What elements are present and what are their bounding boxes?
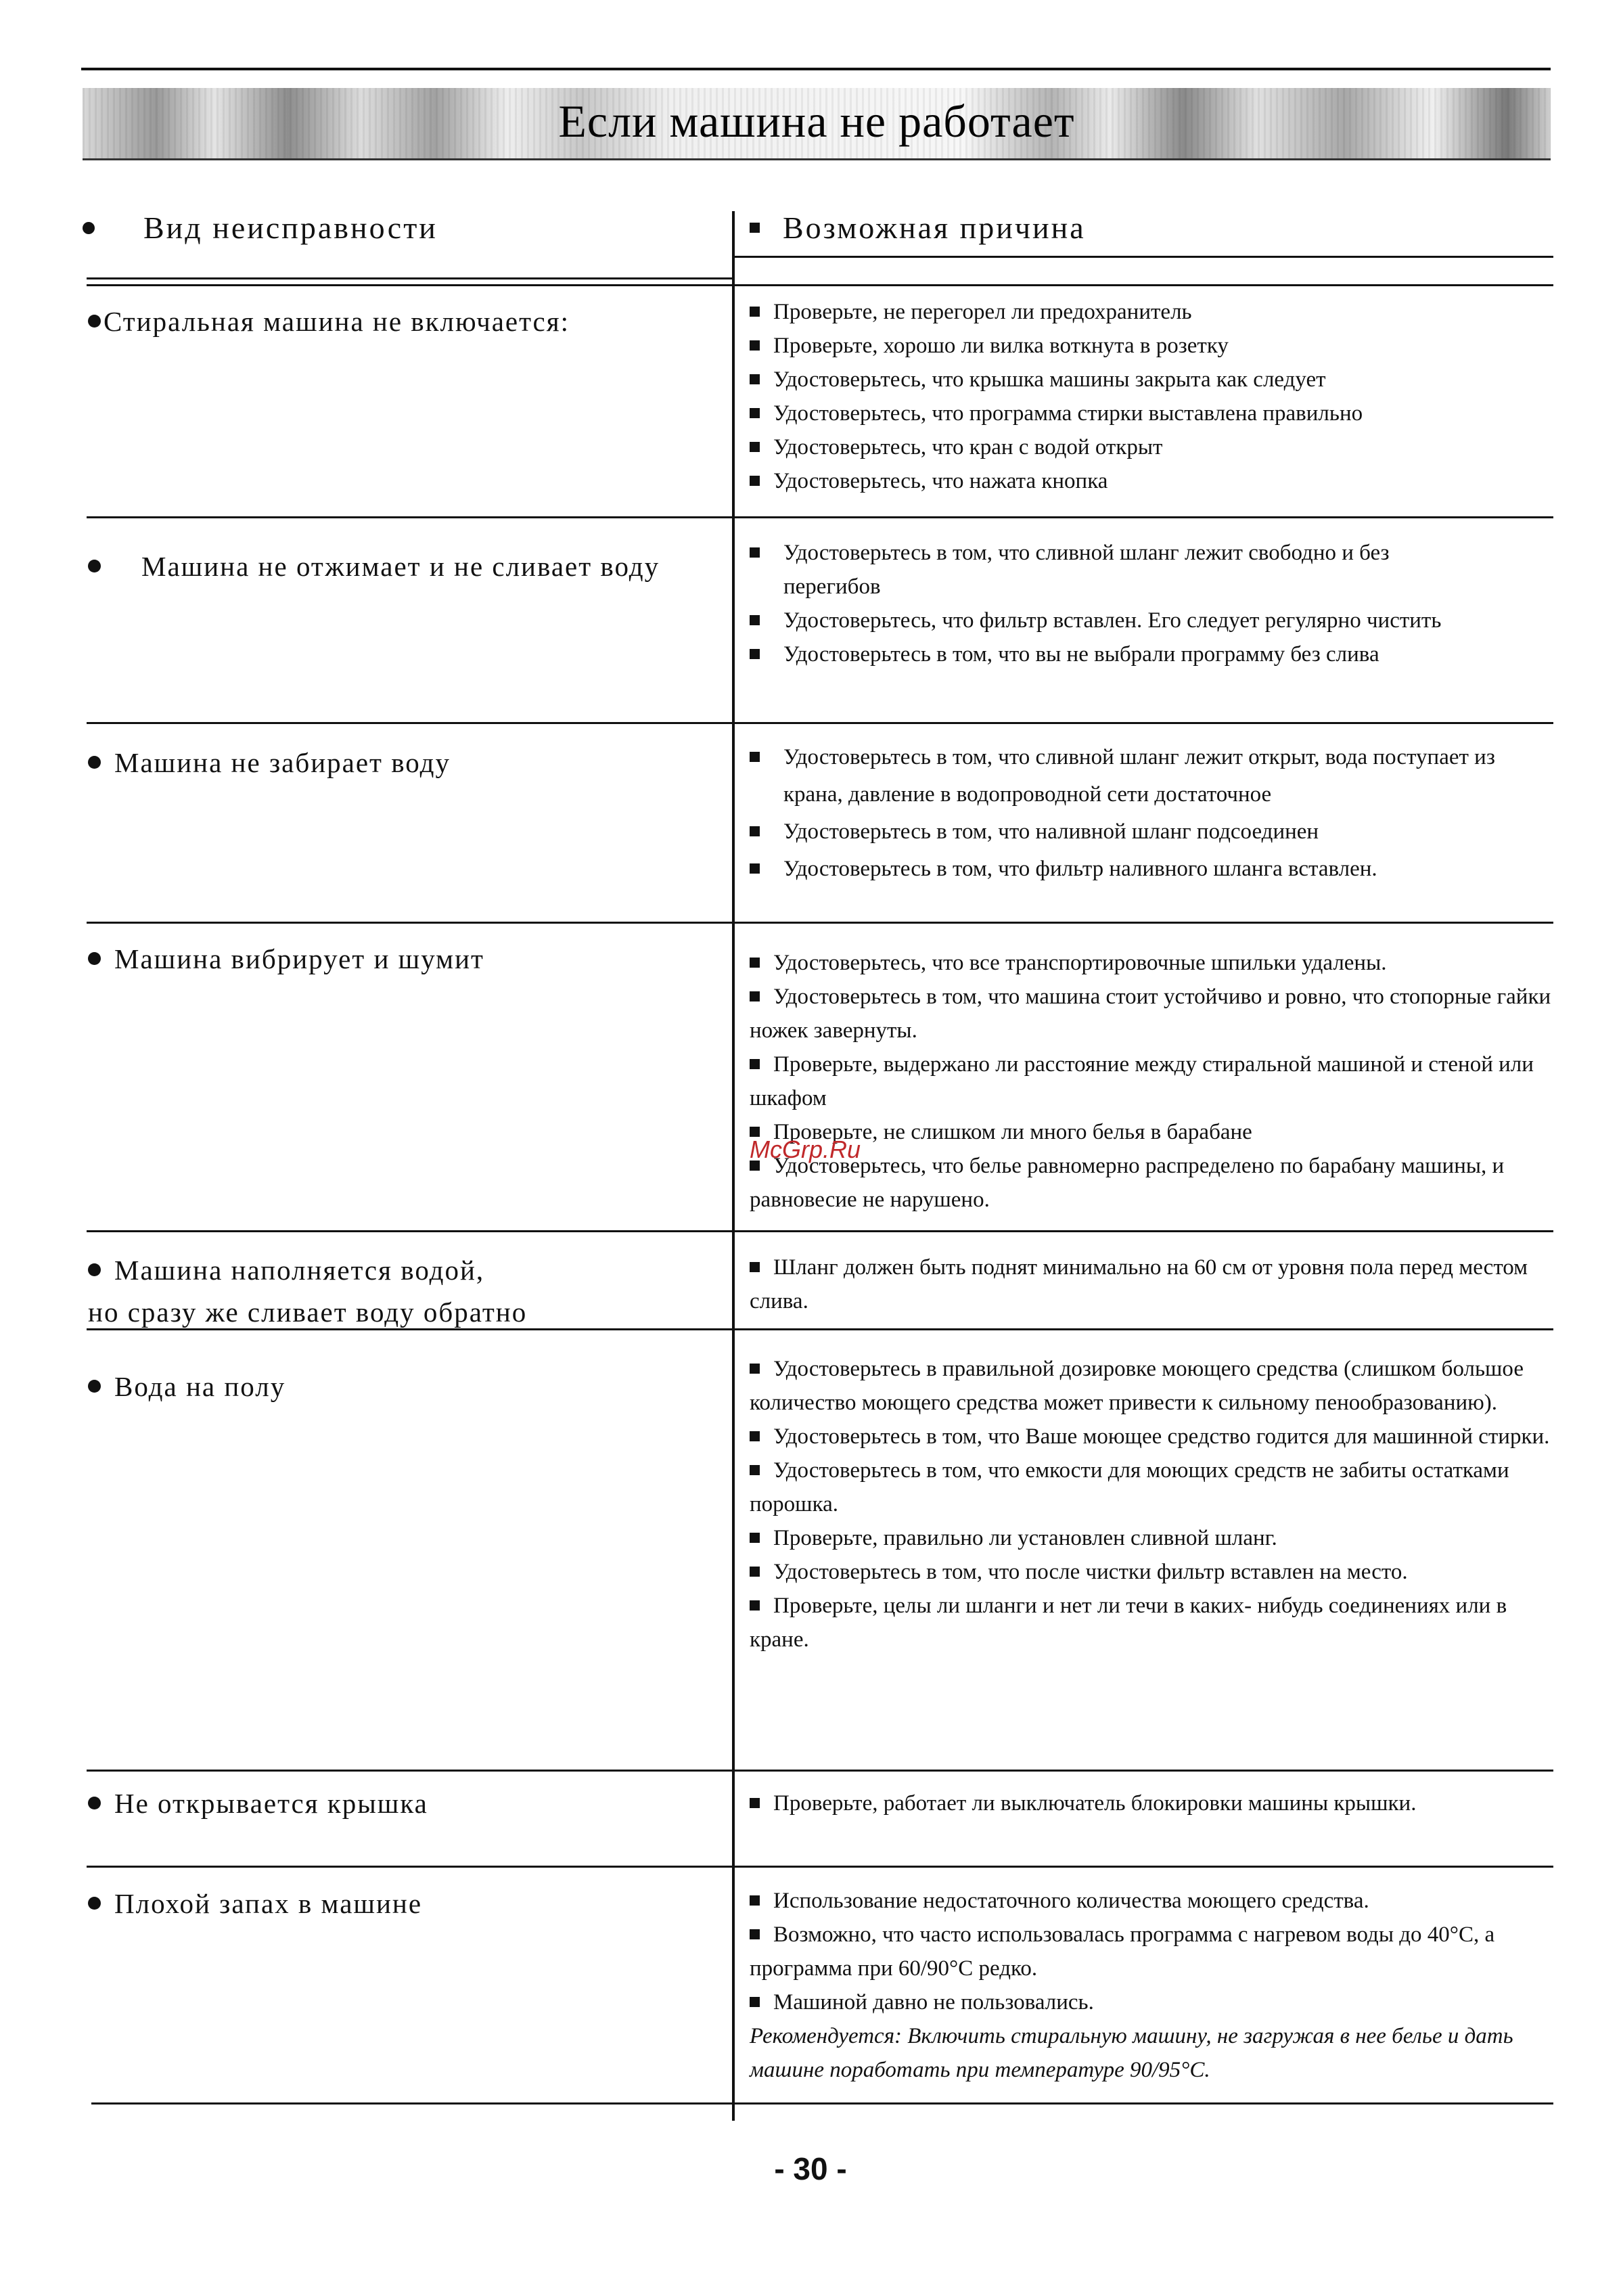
square-bullet-icon (750, 547, 760, 558)
symptom-text: Машина не отжимает и не сливает воду (141, 551, 660, 582)
bullet-dot-icon (88, 756, 101, 769)
symptom-cell (88, 938, 731, 980)
symptom-cell (88, 1366, 731, 1408)
cause-item (750, 464, 1561, 498)
square-bullet-icon (750, 223, 760, 233)
square-bullet-icon (750, 752, 760, 762)
bullet-dot-icon (88, 315, 101, 328)
symptom-text: Не открывается крышка (114, 1788, 428, 1819)
cause-text: Удостоверьтесь в том, что вы не выбрали программу без слива (783, 642, 1379, 667)
recommendation-note: Рекомендуется: Включить стиральную машину, не загружая в нее белье и дать машине поработать при температуре 90/95°С. (750, 2024, 1513, 2082)
cause-text: Шланг должен быть поднят минимально на 60 см от уровня пола перед местом слива. (750, 1255, 1528, 1313)
cause-text: Удостоверьтесь в правильной дозировке моющего средства (слишком большое количество моющего средства может привести к сильному пенообразованию). (750, 1357, 1524, 1415)
square-bullet-icon (750, 307, 760, 317)
header-rule (87, 284, 1553, 286)
cause-item (750, 739, 1507, 813)
row-divider (87, 1770, 1553, 1772)
cause-text: Возможно, что часто использовалась программа с нагревом воды до 40°С, а программа при 60/90°С редко. (750, 1922, 1495, 1981)
square-bullet-icon (750, 863, 760, 874)
cause-item (750, 604, 1460, 637)
cause-text: Удостоверьтесь в том, что фильтр наливного шланга вставлен. (783, 857, 1377, 881)
row-divider (87, 1866, 1553, 1868)
watermark: McGrp.Ru (750, 1135, 861, 1163)
square-bullet-icon (750, 1059, 760, 1069)
cause-item (750, 946, 1561, 980)
bullet-dot-icon (88, 952, 101, 965)
symptom-text: Плохой запах в машине (114, 1888, 423, 1919)
page-number: - 30 - (774, 2151, 847, 2186)
cause-cell (750, 1251, 1561, 1318)
square-bullet-icon (750, 958, 760, 968)
cause-item (750, 430, 1561, 464)
cause-item (750, 329, 1561, 363)
square-bullet-icon (750, 991, 760, 1001)
row-divider (87, 1230, 1553, 1232)
cause-text: Удостоверьтесь, что кран с водой открыт (773, 435, 1163, 459)
cause-item (750, 536, 1460, 604)
cause-text: Удостоверьтесь в том, что сливной шланг лежит открыт, вода поступает из крана, давление в водопроводной сети достаточное (783, 745, 1495, 807)
title-banner (83, 88, 1551, 160)
cause-text: Удостоверьтесь в том, что машина стоит устойчиво и ровно, что стопорные гайки ножек завернуты. (750, 985, 1551, 1043)
cause-item (750, 1115, 1561, 1149)
cause-item (750, 980, 1561, 1048)
symptom-cell (88, 545, 764, 587)
square-bullet-icon (750, 826, 760, 836)
bullet-dot-icon (83, 222, 95, 234)
cause-text: Проверьте, хорошо ли вилка воткнута в розетку (773, 334, 1229, 358)
bullet-slot (750, 739, 783, 776)
cause-item (750, 363, 1561, 397)
square-bullet-icon (750, 340, 760, 351)
bullet-dot-icon (88, 560, 101, 572)
cause-text: Проверьте, не слишком ли много белья в барабане (773, 1120, 1252, 1144)
cause-item (750, 813, 1507, 851)
cause-text: Удостоверьтесь в том, что сливной шланг лежит свободно и без перегибов (783, 541, 1390, 599)
square-bullet-icon (750, 1929, 760, 1939)
cause-text: Удостоверьтесь, что фильтр вставлен. Его следует регулярно чистить (783, 608, 1442, 633)
bullet-dot-icon (88, 1380, 101, 1393)
symptom-cell (88, 1883, 731, 1924)
cause-item (750, 295, 1561, 329)
square-bullet-icon (750, 649, 760, 659)
header-rule (87, 277, 732, 279)
cause-item (750, 1555, 1561, 1589)
cause-item (750, 1589, 1561, 1657)
square-bullet-icon (750, 615, 760, 625)
square-bullet-icon (750, 476, 760, 486)
cause-column-header (750, 210, 1086, 246)
symptom-text-line-2: но сразу же сливает воду обратно (88, 1297, 528, 1328)
page-title: Если машина не работает (558, 95, 1075, 147)
bullet-slot (750, 637, 783, 671)
cause-item (750, 1786, 1561, 1820)
cause-item (750, 1352, 1561, 1420)
bullet-slot (750, 813, 783, 851)
square-bullet-icon (750, 1997, 760, 2007)
cause-cell (750, 295, 1561, 498)
symptom-text: Машина не забирает воду (114, 747, 451, 778)
symptom-cell (88, 1249, 731, 1333)
cause-text: Удостоверьтесь в том, что емкости для моющих средств не забиты остатками порошка. (750, 1458, 1509, 1516)
cause-cell (750, 536, 1460, 671)
bullet-dot-icon (88, 1263, 101, 1276)
symptom-text: Стиральная машина не включается: (104, 306, 570, 337)
cause-text: Машиной давно не пользовались. (773, 1990, 1094, 2014)
cause-item (750, 1251, 1561, 1318)
bullet-slot (750, 604, 783, 637)
square-bullet-icon (750, 1431, 760, 1441)
cause-text: Использование недостаточного количества моющего средства. (773, 1889, 1369, 1913)
cause-text: Удостоверьтесь в том, что наливной шланг подсоединен (783, 819, 1319, 844)
bullet-dot-icon (88, 1797, 101, 1809)
cause-item (750, 637, 1460, 671)
symptom-cell (88, 300, 731, 342)
square-bullet-icon (750, 1600, 760, 1611)
square-bullet-icon (750, 1798, 760, 1808)
cause-text: Удостоверьтесь, что крышка машины закрыта как следует (773, 367, 1326, 392)
cause-item (750, 397, 1561, 430)
symptom-text: Машина наполняется водой, (114, 1255, 485, 1286)
symptom-text: Машина вибрирует и шумит (114, 943, 484, 974)
symptom-text: Вода на полу (114, 1371, 286, 1402)
cause-text: Проверьте, целы ли шланги и нет ли течи в каких- нибудь соединениях или в кране. (750, 1594, 1507, 1652)
cause-text: Удостоверьтесь, что нажата кнопка (773, 469, 1108, 493)
cause-item (750, 1521, 1561, 1555)
column-divider (732, 211, 735, 2121)
cause-text: Удостоверьтесь в том, что Ваше моющее средство годится для машинной стирки. (773, 1424, 1550, 1449)
cause-text: Удостоверьтесь, что белье равномерно распределено по барабану машины, и равновесие не нарушено. (750, 1154, 1505, 1212)
cause-text: Проверьте, не перегорел ли предохранитель (773, 300, 1192, 324)
square-bullet-icon (750, 408, 760, 418)
cause-header-text: Возможная причина (783, 210, 1086, 245)
cause-cell (750, 1884, 1561, 2087)
cause-item (750, 1420, 1561, 1454)
cause-item (750, 1454, 1561, 1521)
cause-item (750, 851, 1507, 888)
cause-cell (750, 739, 1507, 888)
square-bullet-icon (750, 1895, 760, 1906)
symptom-cell (88, 1782, 731, 1824)
symptom-cell (88, 742, 731, 784)
square-bullet-icon (750, 1364, 760, 1374)
bullet-dot-icon (88, 1897, 101, 1910)
row-divider (87, 722, 1553, 724)
top-rule (81, 68, 1551, 70)
cause-item (750, 1918, 1561, 1985)
square-bullet-icon (750, 1262, 760, 1272)
table-bottom-rule (91, 2102, 1553, 2104)
cause-text: Удостоверьтесь, что все транспортировочные шпильки удалены. (773, 951, 1387, 975)
bullet-slot (750, 851, 783, 888)
cause-cell (750, 1786, 1561, 1820)
square-bullet-icon (750, 442, 760, 452)
row-divider (87, 516, 1553, 518)
cause-item (750, 1884, 1561, 1918)
symptom-column-header (83, 210, 438, 246)
cause-text: Удостоверьтесь в том, что после чистки фильтр вставлен на место. (773, 1560, 1408, 1584)
cause-item (750, 1149, 1561, 1217)
cause-cell (750, 946, 1561, 1217)
cause-cell (750, 1352, 1561, 1657)
cause-text: Удостоверьтесь, что программа стирки выставлена правильно (773, 401, 1363, 426)
square-bullet-icon (750, 1533, 760, 1543)
symptom-header-text: Вид неисправности (143, 210, 438, 245)
cause-item (750, 1985, 1561, 2019)
bullet-slot (750, 536, 783, 570)
cause-text: Проверьте, правильно ли установлен сливной шланг. (773, 1526, 1277, 1550)
cause-text: Проверьте, выдержано ли расстояние между стиральной машиной и стеной или шкафом (750, 1052, 1534, 1110)
header-rule (735, 256, 1553, 258)
square-bullet-icon (750, 374, 760, 384)
cause-text: Проверьте, работает ли выключатель блокировки машины крышки. (773, 1791, 1417, 1816)
square-bullet-icon (750, 1465, 760, 1475)
square-bullet-icon (750, 1567, 760, 1577)
row-divider (87, 922, 1553, 924)
cause-item (750, 1048, 1561, 1115)
